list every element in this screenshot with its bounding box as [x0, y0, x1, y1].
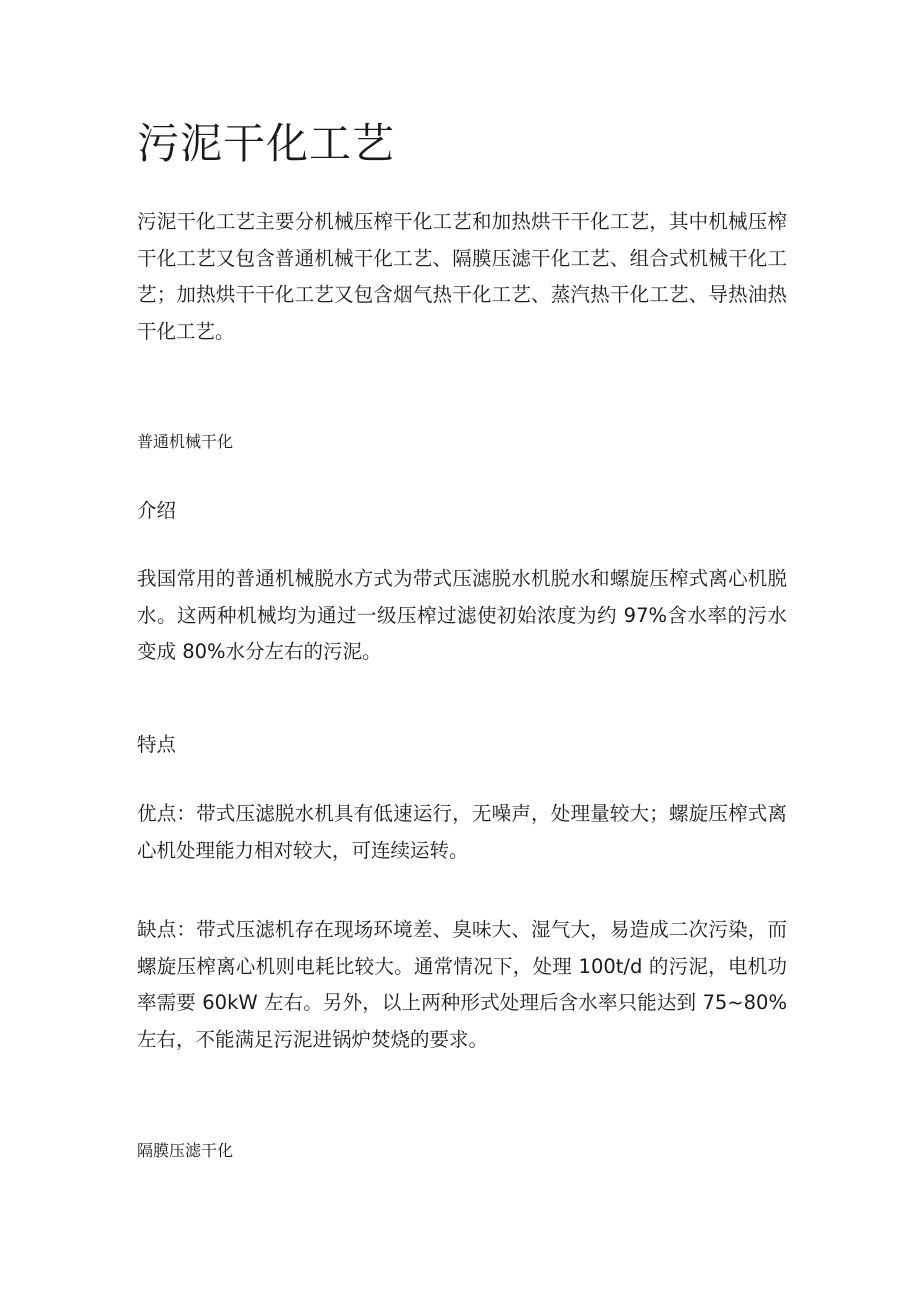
intro-label: 介绍	[137, 499, 177, 522]
mechanical-intro-paragraph: 我国常用的普通机械脱水方式为带式压滤脱水机脱水和螺旋压榨式离心机脱水。这两种机械均为通过一级压榨过滤使初始浓度为约 97%含水率的污水变成 80%水分左右的污泥。	[137, 567, 787, 663]
section-heading-membrane: 隔膜压滤干化	[137, 1141, 234, 1160]
disadvantages-paragraph: 缺点：带式压滤机存在现场环境差、臭味大、湿气大，易造成二次污染，而螺旋压榨离心机则电耗比较大。通常情况下，处理 100t/d 的污泥，电机功率需要 60kW 左右。另外，以上两种形式处理后含水率只能达到 75~80%左右，不能满足污泥进锅炉焚烧的要求。	[137, 918, 787, 1051]
page-title: 污泥干化工艺	[137, 119, 396, 168]
advantages-paragraph: 优点：带式压滤脱水机具有低速运行，无噪声，处理量较大；螺旋压榨式离心机处理能力相对较大，可连续运转。	[137, 802, 787, 862]
intro-paragraph: 污泥干化工艺主要分机械压榨干化工艺和加热烘干干化工艺，其中机械压榨干化工艺又包含普通机械干化工艺、隔膜压滤干化工艺、组合式机械干化工艺；加热烘干干化工艺又包含烟气热干化工艺、蒸汽热干化工艺、导热油热干化工艺。	[137, 210, 787, 343]
features-label: 特点	[137, 733, 177, 756]
section-heading-mechanical: 普通机械干化	[137, 432, 234, 451]
